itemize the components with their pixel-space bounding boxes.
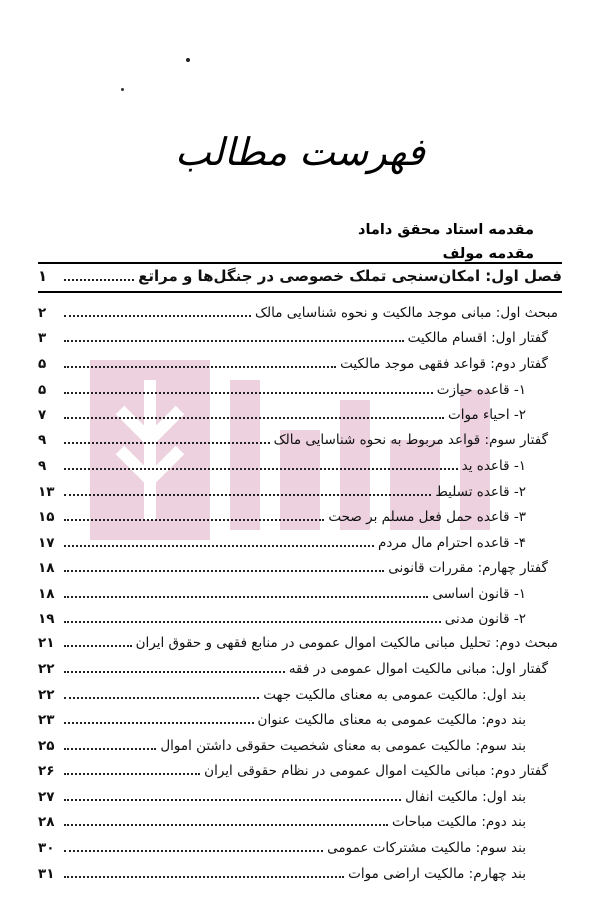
ink-dot: [121, 88, 124, 91]
intro-item: مقدمه استاد محقق داماد: [358, 222, 534, 238]
toc-entry-title: گفتار دوم: قواعد فقهی موجد مالکیت: [340, 356, 548, 372]
toc-entry[interactable]: [38, 553, 562, 579]
toc-entry-title: گفتار چهارم: مقررات قانونی: [388, 560, 548, 576]
toc-page-number: ۲۳: [38, 712, 55, 728]
dot-leader: [64, 621, 441, 623]
toc-entry[interactable]: [38, 375, 562, 401]
toc-entry-title: مبحث دوم: تحلیل مبانی مالکیت اموال عمومی در منابع فقهی و حقوق ایران: [135, 635, 558, 651]
toc-entry-title: ۱- قانون اساسی: [432, 586, 526, 602]
toc-entry-title: بند سوم: مالکیت عمومی به معنای شخصیت حقوقی داشتن اموال: [160, 738, 526, 754]
toc-entry-title: بند دوم: مالکیت مباحات: [391, 814, 526, 830]
toc-entry[interactable]: [38, 528, 562, 554]
toc-page-number: ۲۲: [38, 661, 55, 677]
toc-entry[interactable]: [38, 298, 562, 324]
toc-page-number: ۱۷: [38, 535, 55, 551]
toc-entry-title: ۲- قانون مدنی: [444, 611, 526, 627]
toc-entry[interactable]: [38, 756, 562, 782]
dot-leader: [64, 417, 444, 419]
toc-entry-title: بند سوم: مالکیت مشترکات عمومی: [327, 840, 526, 856]
toc-entry-title: مبحث اول: مبانی موجد مالکیت و نحوه شناسایی مالک: [254, 305, 558, 321]
toc-entry[interactable]: [38, 604, 562, 630]
toc-page-number: ۲۲: [38, 687, 55, 703]
toc-page-number: ۵: [38, 356, 47, 372]
dot-leader: [64, 340, 404, 342]
toc-entry[interactable]: [38, 400, 562, 426]
dot-leader: [64, 442, 270, 444]
toc-entry[interactable]: [38, 579, 562, 605]
dot-leader: [64, 468, 458, 470]
toc-page-number: ۳۰: [38, 840, 55, 856]
toc-entry[interactable]: [38, 680, 562, 706]
toc-page-number: ۲۶: [38, 763, 55, 779]
toc-entry-title: بند دوم: مالکیت عمومی به معنای مالکیت عنوان: [257, 712, 526, 728]
toc-chapter[interactable]: [38, 262, 562, 288]
toc-entry-title: بند اول: مالکیت انفال: [405, 789, 526, 805]
dot-leader: [64, 494, 431, 496]
toc-entry[interactable]: [38, 502, 562, 528]
dot-leader: [64, 671, 285, 673]
toc-entry-title: ۲- قاعده تسلیط: [435, 484, 526, 500]
toc-entry-title: ۴- قاعده احترام مال مردم: [377, 535, 526, 551]
toc-entry[interactable]: [38, 451, 562, 477]
toc-entry[interactable]: [38, 782, 562, 808]
toc-page-number: ۲۵: [38, 738, 55, 754]
dot-leader: [64, 392, 433, 394]
ink-dot: [186, 58, 190, 62]
dot-leader: [64, 850, 323, 852]
toc-page-number: ۲: [38, 305, 47, 321]
toc-page-number: ۱: [38, 267, 48, 285]
toc-entry[interactable]: [38, 731, 562, 757]
toc-entry-title: ۲- احیاء موات: [447, 407, 526, 423]
dot-leader: [64, 799, 401, 801]
dot-leader: [64, 315, 251, 317]
toc-entry-title: ۱- قاعده ید: [461, 458, 526, 474]
toc-page-number: ۳۱: [38, 866, 55, 882]
dot-leader: [64, 596, 428, 598]
dot-leader: [64, 366, 336, 368]
toc-entry[interactable]: [38, 349, 562, 375]
dot-leader: [64, 824, 388, 826]
dot-leader: [64, 519, 324, 521]
toc-entry-title: گفتار دوم: مبانی مالکیت اموال عمومی در نظام حقوقی ایران: [204, 763, 548, 779]
toc-entry[interactable]: [38, 654, 562, 680]
toc-entry-title: گفتار سوم: قواعد مربوط به نحوه شناسایی مالک: [273, 432, 548, 448]
toc-entry[interactable]: [38, 859, 562, 885]
dot-leader: [64, 645, 132, 647]
toc-page-number: ۵: [38, 382, 47, 398]
toc-page-number: ۱۸: [38, 586, 55, 602]
toc-entry[interactable]: [38, 628, 562, 654]
toc-entry[interactable]: [38, 833, 562, 859]
toc-page-number: ۱۸: [38, 560, 55, 576]
toc-page-number: ۹: [38, 432, 47, 448]
dot-leader: [64, 722, 254, 724]
toc-entry[interactable]: [38, 323, 562, 349]
intro-item: مقدمه مولف: [442, 246, 534, 262]
toc-entry-title: ۳- قاعده حمل فعل مسلم بر صحت: [328, 509, 526, 525]
toc-page-number: ۹: [38, 458, 47, 474]
toc-entry[interactable]: [38, 477, 562, 503]
dot-leader: [64, 697, 259, 699]
chapter-rule: [38, 262, 562, 293]
page-title: فهرست مطالب: [175, 130, 425, 174]
toc-entry-title: بند چهارم: مالکیت اراضی موات: [348, 866, 526, 882]
dot-leader: [64, 545, 374, 547]
toc-entry-title: فصل اول: امکان‌سنجی تملک خصوصی در جنگل‌ها و مراتع: [138, 267, 562, 285]
toc-entry[interactable]: [38, 705, 562, 731]
toc-page-number: ۲۷: [38, 789, 55, 805]
toc-page-number: ۷: [38, 407, 47, 423]
dot-leader: [64, 570, 384, 572]
toc-entry-title: بند اول: مالکیت عمومی به معنای مالکیت جهت: [263, 687, 526, 703]
dot-leader: [64, 748, 156, 750]
toc-entry[interactable]: [38, 425, 562, 451]
toc-entry-title: ۱- قاعده حیازت: [436, 382, 526, 398]
toc-page-number: ۱۵: [38, 509, 55, 525]
toc-page-number: ۳: [38, 330, 47, 346]
toc-page-number: ۱۹: [38, 611, 55, 627]
toc-entry-title: گفتار اول: مبانی مالکیت اموال عمومی در فقه: [288, 661, 548, 677]
dot-leader: [64, 876, 344, 878]
toc-page-number: ۲۱: [38, 635, 55, 651]
toc-page-number: ۱۳: [38, 484, 55, 500]
dot-leader: [64, 773, 200, 775]
toc-entry[interactable]: [38, 807, 562, 833]
toc-page-number: ۲۸: [38, 814, 55, 830]
toc-entry-title: گفتار اول: اقسام مالکیت: [407, 330, 548, 346]
